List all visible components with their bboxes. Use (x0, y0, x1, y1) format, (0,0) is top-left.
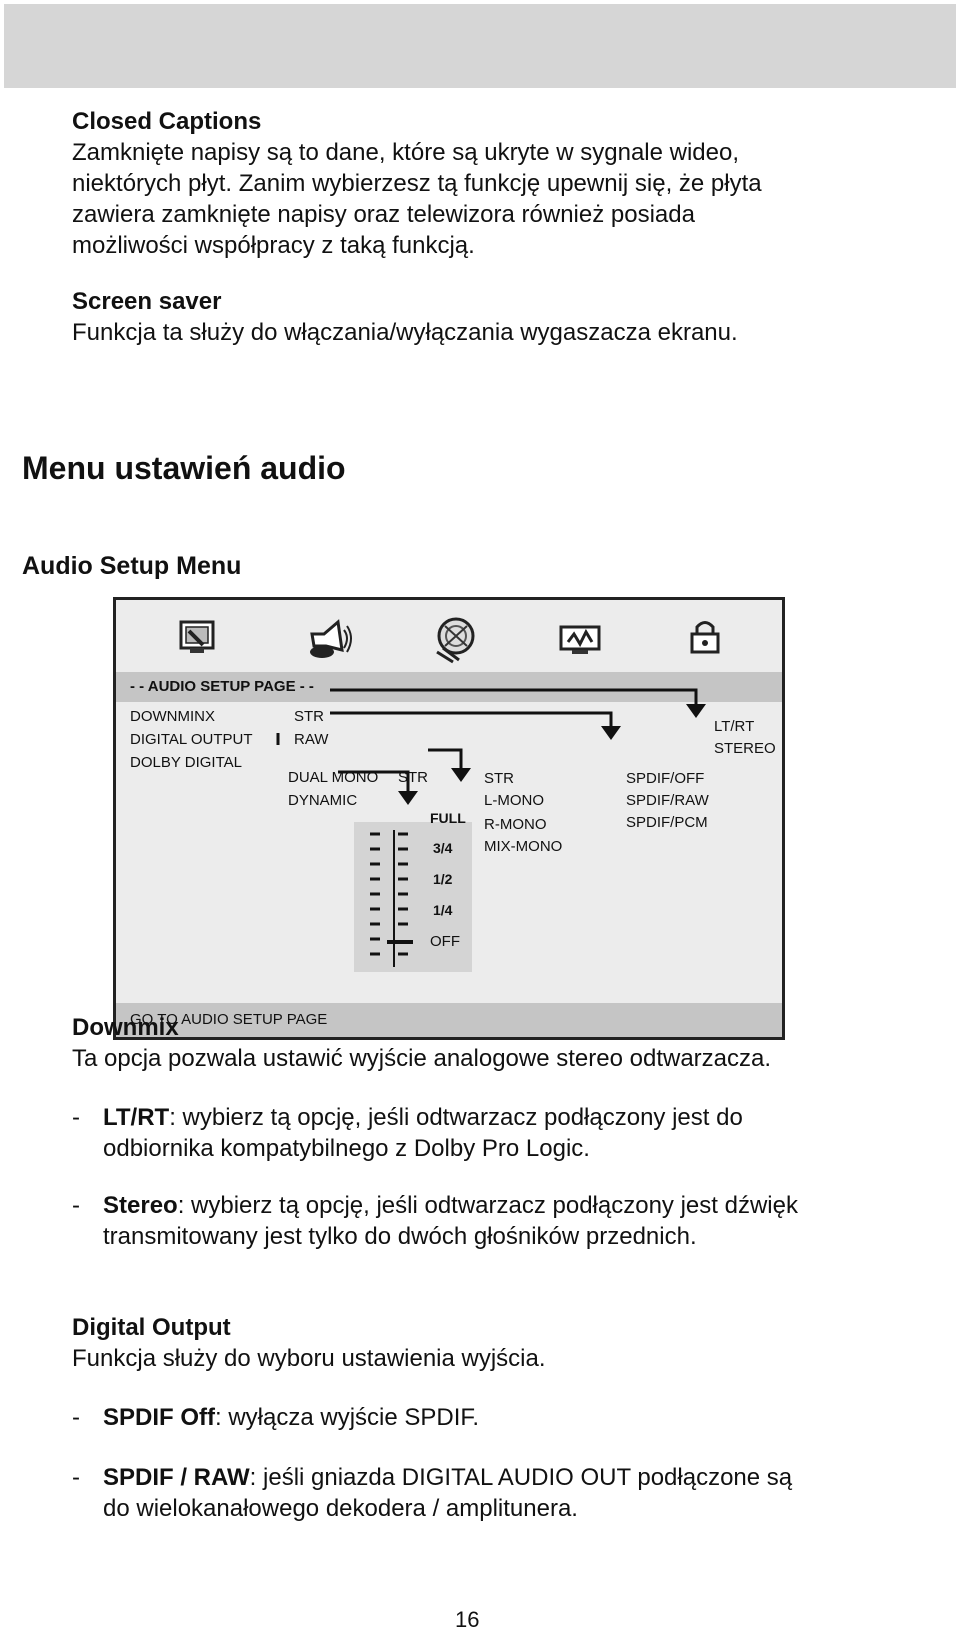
header-bar (4, 4, 956, 88)
downmix-section (72, 1012, 932, 1074)
dynamic-level-3-4: 3/4 (433, 840, 453, 856)
closed-captions-line: możliwości współpracy z taką funkcją. (72, 232, 475, 259)
bullet-text-cont: transmitowany jest tylko do dwóch głośników przednich. (103, 1223, 697, 1250)
screen-saver-text: Funkcja ta służy do włączania/wyłączania wygaszacza ekranu. (72, 319, 738, 346)
digital-bullet-spdif-raw: - SPDIF / RAW: jeśli gniazda DIGITAL AUDIO OUT podłączone są do wielokanałowego dekodera / amplitunera. (72, 1462, 942, 1524)
dual-mono-option-l-mono: L-MONO (484, 792, 544, 809)
dynamic-level-off: OFF (430, 933, 460, 950)
digital-output-text: Funkcja służy do wyboru ustawienia wyjścia. (72, 1345, 546, 1372)
closed-captions-heading: Closed Captions (72, 108, 262, 135)
dolby-item-dual-mono: DUAL MONO (288, 769, 379, 786)
bullet-text-cont: do wielokanałowego dekodera / amplitunera. (103, 1495, 578, 1522)
option-spdif-off: SPDIF/OFF (626, 770, 705, 787)
bullet-text: : jeśli gniazda DIGITAL AUDIO OUT podłączone są (249, 1464, 793, 1491)
dynamic-level-1-2: 1/2 (433, 871, 453, 887)
bullet-term: SPDIF / RAW (103, 1464, 250, 1491)
menu-arrows (116, 600, 782, 1037)
dynamic-level-full: FULL (430, 810, 466, 826)
dual-mono-option-mix-mono: MIX-MONO (484, 838, 563, 855)
option-spdif-pcm: SPDIF/PCM (626, 814, 708, 831)
downmix-bullet-stereo: - Stereo: wybierz tą opcję, jeśli odtwarzacz podłączony jest dźwięk transmitowany jest tylko do dwóch głośników przednich. (72, 1190, 942, 1252)
bullet-term: SPDIF Off (103, 1404, 215, 1431)
section-title: Menu ustawień audio (22, 450, 346, 486)
dual-mono-option-str: STR (484, 770, 514, 787)
audio-setup-menu-screenshot (113, 597, 785, 1040)
page-number: 16 (455, 1607, 480, 1632)
bullet-term: LT/RT (103, 1104, 170, 1131)
subsection-title: Audio Setup Menu (22, 552, 242, 580)
dual-mono-value: STR (398, 769, 428, 786)
bullet-text: : wyłącza wyjście SPDIF. (215, 1404, 480, 1431)
bullet-term: Stereo (103, 1192, 178, 1219)
dual-mono-option-r-mono: R-MONO (484, 816, 547, 833)
digital-output-section (72, 1312, 932, 1374)
closed-captions-section (72, 106, 932, 261)
closed-captions-line: niektórych płyt. Zanim wybierzesz tą funkcję upewnij się, że płyta (72, 170, 762, 197)
bullet-text: : wybierz tą opcję, jeśli odtwarzacz podłączony jest dźwięk (177, 1192, 798, 1219)
downmix-text: Ta opcja pozwala ustawić wyjście analogowe stereo odtwarzacza. (72, 1045, 772, 1072)
menu-page-title: - - AUDIO SETUP PAGE - - (130, 678, 314, 695)
option-spdif-raw: SPDIF/RAW (626, 792, 709, 809)
screen-saver-section (72, 286, 932, 348)
menu-footer-label: GO TO AUDIO SETUP PAGE (130, 1011, 328, 1028)
screen-saver-heading: Screen saver (72, 288, 222, 315)
bullet-text: : wybierz tą opcję, jeśli odtwarzacz podłączony jest do (169, 1104, 743, 1131)
menu-item-downmix: DOWNMINX (130, 708, 215, 725)
dynamic-level-1-4: 1/4 (433, 902, 453, 918)
bullet-text-cont: odbiornika kompatybilnego z Dolby Pro Logic. (103, 1135, 590, 1162)
digital-bullet-spdif-off: - SPDIF Off: wyłącza wyjście SPDIF. (72, 1404, 480, 1431)
digital-output-heading: Digital Output (72, 1314, 231, 1341)
closed-captions-line: Zamknięte napisy są to dane, które są ukryte w sygnale wideo, (72, 139, 740, 166)
dolby-item-dynamic: DYNAMIC (288, 792, 358, 809)
digital-output-value: RAW (294, 731, 329, 748)
option-stereo: STEREO (714, 740, 776, 757)
option-lt-rt: LT/RT (714, 718, 755, 735)
downmix-heading: Downmix (72, 1014, 179, 1041)
menu-item-digital-output: DIGITAL OUTPUT (130, 731, 253, 748)
closed-captions-line: zawiera zamknięte napisy oraz telewizora również posiada (72, 201, 695, 228)
menu-item-dolby-digital: DOLBY DIGITAL (130, 754, 242, 771)
downmix-bullet-lt-rt: - LT/RT: wybierz tą opcję, jeśli odtwarzacz podłączony jest do odbiornika kompatybilnego z Dolby Pro Logic. (72, 1102, 942, 1164)
downmix-value: STR (294, 708, 324, 725)
